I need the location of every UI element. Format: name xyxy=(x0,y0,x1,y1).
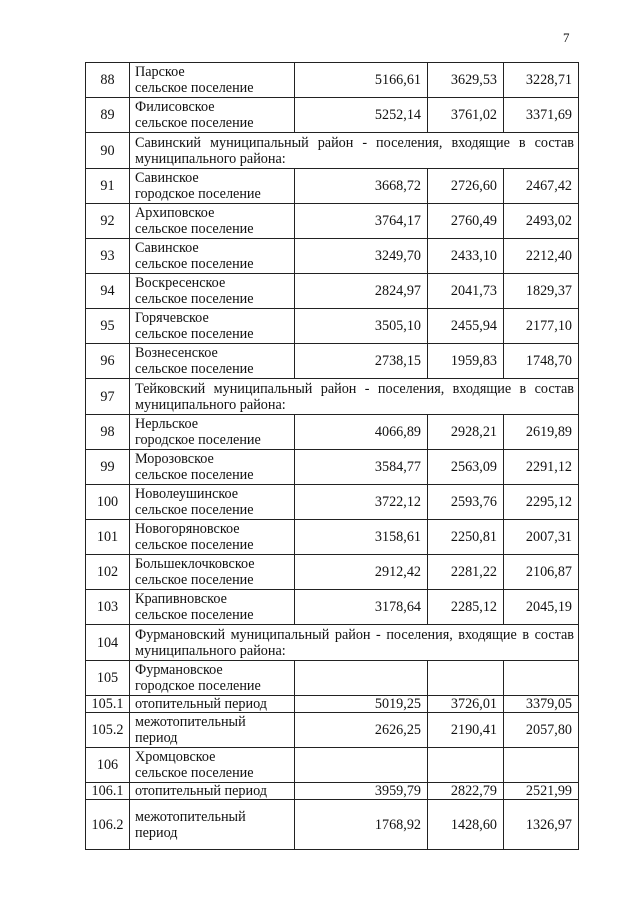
value-cell-3: 1326,97 xyxy=(504,800,579,850)
settlement-name xyxy=(130,555,295,590)
value-cell-1: 2738,15 xyxy=(295,344,428,379)
settlement-name xyxy=(130,485,295,520)
row-number: 93 xyxy=(86,239,130,274)
row-number: 92 xyxy=(86,204,130,239)
value-cell-1: 3668,72 xyxy=(295,169,428,204)
settlement-name-line-2: сельское поселение xyxy=(135,572,254,588)
value-cell-3: 2007,31 xyxy=(504,520,579,555)
value-cell-2: 2822,79 xyxy=(428,783,504,800)
table-row xyxy=(86,800,579,850)
value-cell-2: 2250,81 xyxy=(428,520,504,555)
settlement-name xyxy=(130,239,295,274)
settlement-name-line-1: Морозовское xyxy=(135,451,214,467)
value-cell-3: 2295,12 xyxy=(504,485,579,520)
value-cell-3: 2212,40 xyxy=(504,239,579,274)
value-cell-2: 2593,76 xyxy=(428,485,504,520)
row-number: 98 xyxy=(86,415,130,450)
value-cell-1: 2912,42 xyxy=(295,555,428,590)
settlement-name-line-2: сельское поселение xyxy=(135,256,254,272)
value-cell-1: 3158,61 xyxy=(295,520,428,555)
settlement-name-line-2: период xyxy=(135,824,178,841)
row-number: 96 xyxy=(86,344,130,379)
settlement-name-line-1: Большеклочковское xyxy=(135,556,255,572)
value-cell-1: 5166,61 xyxy=(295,63,428,98)
table-row xyxy=(86,169,579,204)
settlement-name-line-2: городское поселение xyxy=(135,678,261,694)
settlement-name xyxy=(130,415,295,450)
settlement-name-line-2: сельское поселение xyxy=(135,326,254,342)
settlement-name xyxy=(130,696,295,713)
row-number: 105.1 xyxy=(86,696,130,713)
table-row xyxy=(86,98,579,133)
settlement-name-line-1: Савинское xyxy=(135,240,199,256)
table-row xyxy=(86,344,579,379)
settlement-name-line-1: Новолеушинское xyxy=(135,486,239,502)
settlement-name xyxy=(130,520,295,555)
value-cell-3 xyxy=(504,661,579,696)
settlement-name-line-1: Новогоряновское xyxy=(135,521,240,537)
table-row xyxy=(86,274,579,309)
settlement-name-line-1: Воскресенское xyxy=(135,275,226,291)
table-row xyxy=(86,63,579,98)
value-cell-3: 2045,19 xyxy=(504,590,579,625)
settlement-name-line-1: Савинское xyxy=(135,170,199,186)
value-cell-1: 5252,14 xyxy=(295,98,428,133)
value-cell-2: 3629,53 xyxy=(428,63,504,98)
table-row xyxy=(86,239,579,274)
value-cell-2: 3726,01 xyxy=(428,696,504,713)
value-cell-2: 2760,49 xyxy=(428,204,504,239)
value-cell-1: 3764,17 xyxy=(295,204,428,239)
table-row xyxy=(86,309,579,344)
table-section-row xyxy=(86,133,579,169)
value-cell-2: 2726,60 xyxy=(428,169,504,204)
row-number: 106.1 xyxy=(86,783,130,800)
page-number: 7 xyxy=(563,30,570,45)
table-row xyxy=(86,783,579,800)
value-cell-1: 2824,97 xyxy=(295,274,428,309)
value-cell-2 xyxy=(428,748,504,783)
settlement-name-line-2: сельское поселение xyxy=(135,115,254,131)
settlement-name xyxy=(130,450,295,485)
row-number: 91 xyxy=(86,169,130,204)
settlement-name-line-2: сельское поселение xyxy=(135,467,254,483)
value-cell-1 xyxy=(295,661,428,696)
table-section-row xyxy=(86,379,579,415)
value-cell-1: 3722,12 xyxy=(295,485,428,520)
settlement-name-line-2: сельское поселение xyxy=(135,291,254,307)
row-number: 105.2 xyxy=(86,713,130,748)
table-row xyxy=(86,204,579,239)
value-cell-2: 2041,73 xyxy=(428,274,504,309)
district-header: Савинский муниципальный район - поселения, входящие в состав муниципального района: xyxy=(130,133,579,169)
value-cell-3: 2619,89 xyxy=(504,415,579,450)
value-cell-2: 2563,09 xyxy=(428,450,504,485)
settlement-name-line-2: сельское поселение xyxy=(135,765,254,781)
row-number: 94 xyxy=(86,274,130,309)
district-header: Тейковский муниципальный район - поселения, входящие в состав муниципального района: xyxy=(130,379,579,415)
value-cell-3: 2177,10 xyxy=(504,309,579,344)
value-cell-2: 2433,10 xyxy=(428,239,504,274)
value-cell-1: 3505,10 xyxy=(295,309,428,344)
value-cell-3: 1829,37 xyxy=(504,274,579,309)
value-cell-3: 3371,69 xyxy=(504,98,579,133)
value-cell-2: 1428,60 xyxy=(428,800,504,850)
settlement-name-line-1: межотопительный xyxy=(135,808,246,825)
settlement-name xyxy=(130,204,295,239)
value-cell-3: 1748,70 xyxy=(504,344,579,379)
row-number: 97 xyxy=(86,379,130,415)
district-header: Фурмановский муниципальный район - поселения, входящие в состав муниципального района: xyxy=(130,625,579,661)
settlement-name-line-2: сельское поселение xyxy=(135,537,254,553)
value-cell-1 xyxy=(295,748,428,783)
settlement-name xyxy=(130,661,295,696)
value-cell-3: 2291,12 xyxy=(504,450,579,485)
row-number: 95 xyxy=(86,309,130,344)
table-row xyxy=(86,520,579,555)
settlement-name xyxy=(130,344,295,379)
settlement-name-line-2: городское поселение xyxy=(135,186,261,202)
value-cell-1: 2626,25 xyxy=(295,713,428,748)
settlement-name-line-2: сельское поселение xyxy=(135,502,254,518)
row-number: 106.2 xyxy=(86,800,130,850)
settlement-name-line-1: Горячевское xyxy=(135,310,209,326)
settlement-name-line-1: Филисовское xyxy=(135,99,215,115)
value-cell-2: 2190,41 xyxy=(428,713,504,748)
value-cell-1: 3249,70 xyxy=(295,239,428,274)
settlement-name-line-1: Парское xyxy=(135,64,185,80)
table-row xyxy=(86,713,579,748)
settlement-name xyxy=(130,274,295,309)
settlement-name-line-2: сельское поселение xyxy=(135,221,254,237)
settlement-name-line-2: период xyxy=(135,730,178,746)
settlement-name-line-1: отопительный период xyxy=(135,782,267,799)
settlement-name xyxy=(130,309,295,344)
value-cell-1: 3959,79 xyxy=(295,783,428,800)
row-number: 104 xyxy=(86,625,130,661)
value-cell-3: 2106,87 xyxy=(504,555,579,590)
settlement-name-line-2: сельское поселение xyxy=(135,80,254,96)
value-cell-2: 2281,22 xyxy=(428,555,504,590)
row-number: 90 xyxy=(86,133,130,169)
table-section-row xyxy=(86,625,579,661)
settlement-name xyxy=(130,98,295,133)
value-cell-3: 2057,80 xyxy=(504,713,579,748)
tariff-table xyxy=(85,62,579,850)
settlement-name-line-1: Хромцовское xyxy=(135,749,216,765)
settlement-name-line-1: Фурмановское xyxy=(135,662,223,678)
value-cell-2: 1959,83 xyxy=(428,344,504,379)
settlement-name xyxy=(130,748,295,783)
value-cell-1: 3178,64 xyxy=(295,590,428,625)
row-number: 100 xyxy=(86,485,130,520)
value-cell-1: 5019,25 xyxy=(295,696,428,713)
settlement-name-line-1: межотопительный xyxy=(135,714,246,730)
value-cell-3: 3228,71 xyxy=(504,63,579,98)
value-cell-1: 1768,92 xyxy=(295,800,428,850)
value-cell-3: 2521,99 xyxy=(504,783,579,800)
table-row xyxy=(86,748,579,783)
value-cell-1: 4066,89 xyxy=(295,415,428,450)
settlement-name xyxy=(130,713,295,748)
table-row xyxy=(86,450,579,485)
row-number: 89 xyxy=(86,98,130,133)
table-row xyxy=(86,590,579,625)
table-row xyxy=(86,661,579,696)
settlement-name xyxy=(130,63,295,98)
settlement-name-line-1: Архиповское xyxy=(135,205,215,221)
row-number: 101 xyxy=(86,520,130,555)
value-cell-3: 3379,05 xyxy=(504,696,579,713)
settlement-name xyxy=(130,800,295,850)
settlement-name-line-1: отопительный период xyxy=(135,695,267,712)
value-cell-3 xyxy=(504,748,579,783)
table-row xyxy=(86,485,579,520)
settlement-name xyxy=(130,169,295,204)
row-number: 99 xyxy=(86,450,130,485)
row-number: 105 xyxy=(86,661,130,696)
value-cell-2 xyxy=(428,661,504,696)
value-cell-2: 2285,12 xyxy=(428,590,504,625)
value-cell-2: 3761,02 xyxy=(428,98,504,133)
row-number: 103 xyxy=(86,590,130,625)
table-row xyxy=(86,555,579,590)
value-cell-3: 2467,42 xyxy=(504,169,579,204)
settlement-name-line-2: сельское поселение xyxy=(135,607,254,623)
settlement-name-line-2: сельское поселение xyxy=(135,361,254,377)
row-number: 102 xyxy=(86,555,130,590)
table-row xyxy=(86,415,579,450)
table-row xyxy=(86,696,579,713)
settlement-name-line-1: Нерльское xyxy=(135,416,199,432)
settlement-name xyxy=(130,783,295,800)
value-cell-2: 2928,21 xyxy=(428,415,504,450)
settlement-name-line-1: Вознесенское xyxy=(135,345,218,361)
value-cell-3: 2493,02 xyxy=(504,204,579,239)
value-cell-1: 3584,77 xyxy=(295,450,428,485)
settlement-name xyxy=(130,590,295,625)
row-number: 88 xyxy=(86,63,130,98)
row-number: 106 xyxy=(86,748,130,783)
value-cell-2: 2455,94 xyxy=(428,309,504,344)
settlement-name-line-2: городское поселение xyxy=(135,432,261,448)
settlement-name-line-1: Крапивновское xyxy=(135,591,227,607)
